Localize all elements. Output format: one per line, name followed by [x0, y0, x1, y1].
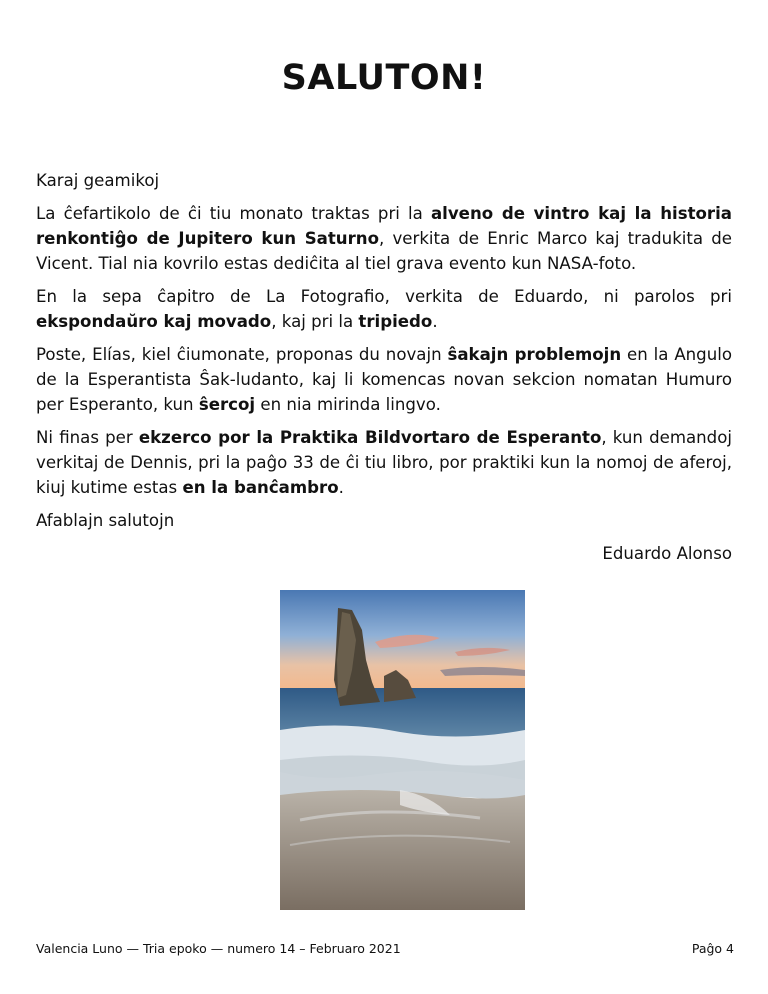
paragraph-main-article — [36, 201, 732, 276]
bold-highlight: tripiedo — [358, 312, 433, 331]
bold-highlight: alveno de vintro kaj la historia renkontiĝo de Jupitero kun Saturno — [36, 204, 732, 248]
page-title: SALUTON! — [281, 58, 487, 98]
text-run: en nia mirinda lingvo. — [255, 395, 441, 414]
bold-highlight: en la banĉambro — [182, 478, 339, 497]
text-run: , verkita de Enric Marco kaj tradukita de Vicent. Tial nia kovrilo estas dediĉita al tiel grava evento kun NASA-foto. — [36, 229, 732, 273]
page-footer — [36, 941, 734, 956]
text-run: Ni finas per — [36, 428, 139, 447]
text-run: . — [338, 478, 344, 497]
paragraph-exercise — [36, 425, 732, 500]
seascape-illustration — [280, 590, 525, 910]
bold-highlight: ŝakajn problemojn — [447, 345, 622, 364]
text-run: En la sepa ĉapitro de La Fotografio, verkita de Eduardo, ni parolos pri — [36, 287, 732, 306]
paragraph-photography — [36, 284, 732, 334]
seascape-photo — [280, 590, 525, 910]
greeting: Karaj geamikoj — [36, 171, 160, 190]
closing: Afablajn salutojn — [36, 511, 175, 530]
text-run: , kun demandoj verkitaj de Dennis, pri la paĝo 33 de ĉi tiu libro, por praktiki kun la nomoj de aferoj, kiuj kutime estas — [36, 428, 732, 497]
footer-page-number: Paĝo 4 — [691, 941, 734, 956]
text-run: La ĉefartikolo de ĉi tiu monato traktas pri la — [36, 204, 431, 223]
paragraph-chess — [36, 342, 732, 417]
bold-highlight: ekspondaŭro kaj movado — [36, 312, 272, 331]
text-run: Poste, Elías, kiel ĉiumonate, proponas du novajn — [36, 345, 448, 364]
text-run: . — [432, 312, 438, 331]
footer-publication: Valencia Luno — Tria epoko — numero 14 – Februaro 2021 — [36, 941, 401, 956]
text-run: en la Angulo de la Esperantista Ŝak-ludanto, kaj li komencas novan sekcion nomatan Humuro per Esperanto, kun — [36, 345, 732, 414]
text-run: , kaj pri la — [271, 312, 359, 331]
bold-highlight: ŝercoj — [198, 395, 256, 414]
signature: Eduardo Alonso — [602, 544, 732, 563]
editorial-body — [36, 168, 732, 574]
bold-highlight: ekzerco por la Praktika Bildvortaro de Esperanto — [138, 428, 602, 447]
